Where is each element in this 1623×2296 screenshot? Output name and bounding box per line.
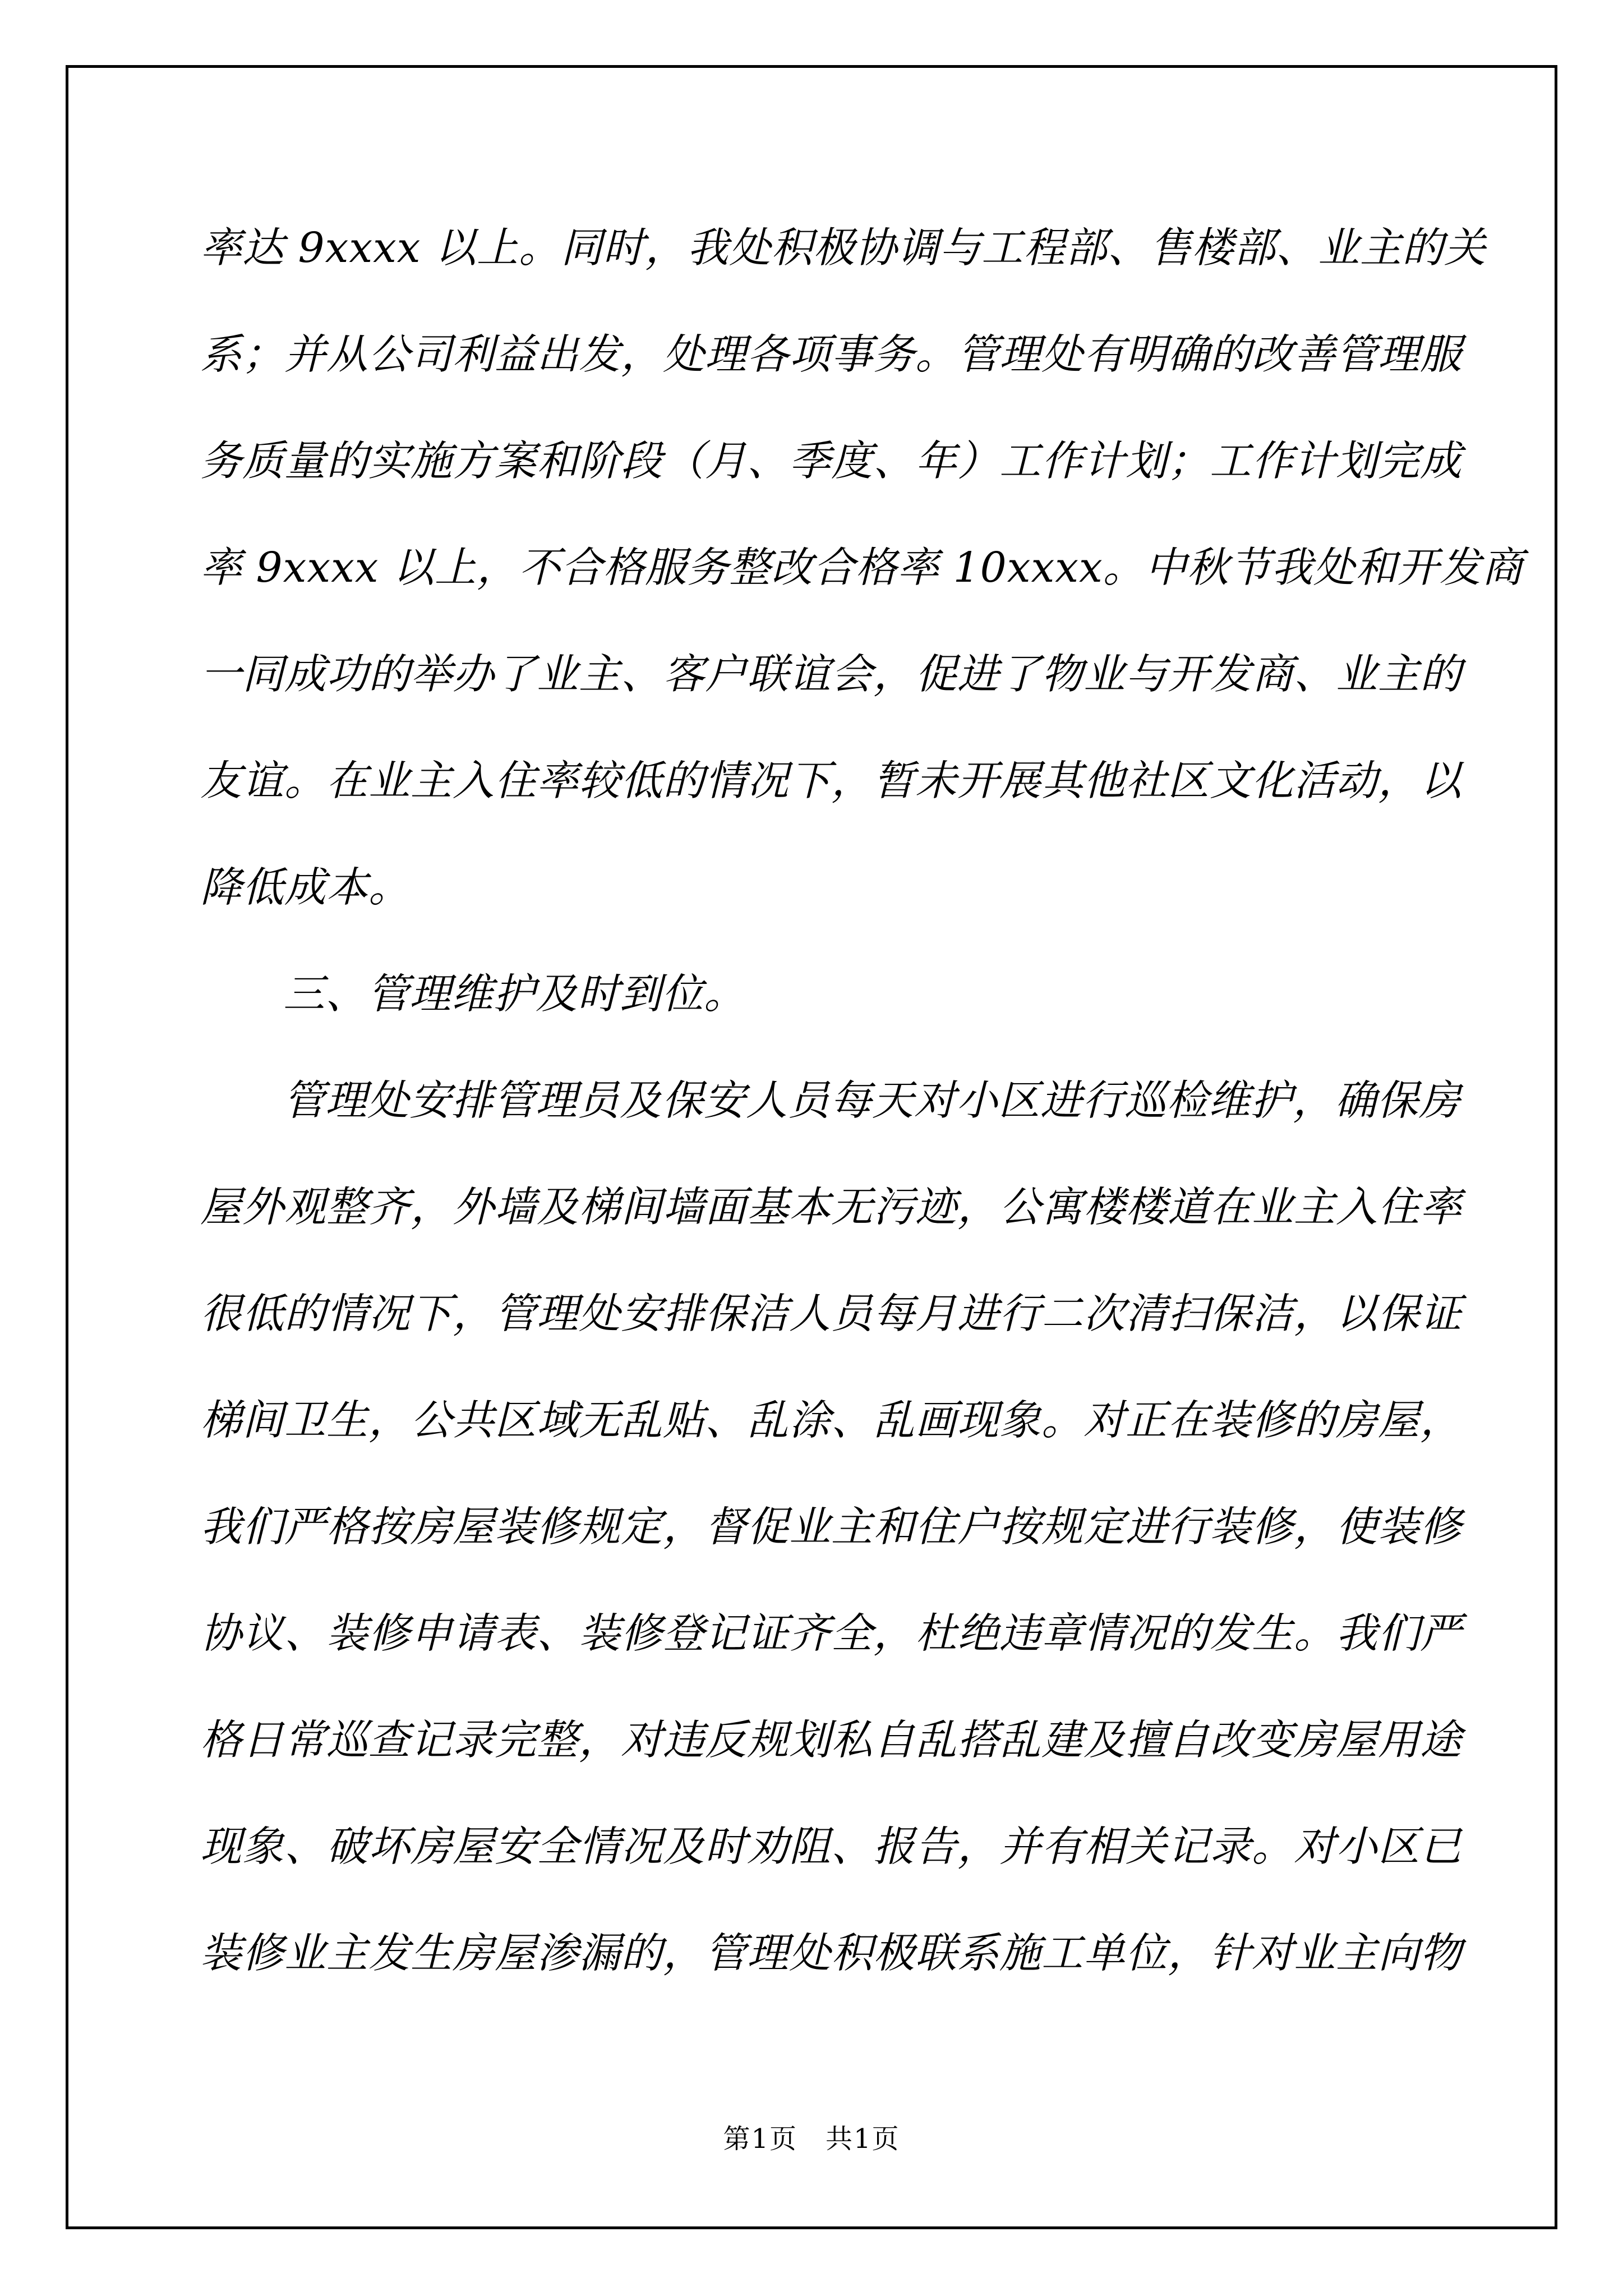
body-line: 屋外观整齐，外墙及梯间墙面基本无污迹，公寓楼楼道在业主入住率 [200,1183,1462,1231]
body-line: 系；并从公司利益出发，处理各项事务。管理处有明确的改善管理服 [200,330,1462,379]
body-line: 很低的情况下，管理处安排保洁人员每月进行二次清扫保洁，以保证 [200,1290,1462,1338]
body-line: 务质量的实施方案和阶段（月、季度、年）工作计划；工作计划完成 [200,437,1462,485]
body-line-paragraph-start: 管理处安排管理员及保安人员每天对小区进行巡检维护，确保房 [283,1076,1461,1125]
body-line: 率达 9xxxx 以上。同时，我处积极协调与工程部、售楼部、业主的关 [200,224,1487,272]
body-line-section-heading: 三、管理维护及时到位。 [283,970,746,1018]
body-line: 现象、破坏房屋安全情况及时劝阻、报告，并有相关记录。对小区已 [200,1823,1462,1871]
document-body [200,195,1524,2007]
body-line: 装修业主发生房屋渗漏的，管理处积极联系施工单位，针对业主向物 [200,1929,1462,1977]
body-line: 我们严格按房屋装修规定，督促业主和住户按规定进行装修，使装修 [200,1503,1462,1551]
body-line: 率 9xxxx 以上，不合格服务整改合格率 10xxxx。中秋节我处和开发商 [200,544,1524,592]
page-number-footer: 第1页 共1页 [723,2123,900,2155]
body-line: 一同成功的举办了业主、客户联谊会，促进了物业与开发商、业主的 [200,650,1462,698]
body-line: 格日常巡查记录完整，对违反规划私自乱搭乱建及擅自改变房屋用途 [200,1716,1462,1764]
body-line: 降低成本。 [200,863,411,912]
body-line: 友谊。在业主入住率较低的情况下，暂未开展其他社区文化活动，以 [200,757,1462,805]
body-line: 协议、装修申请表、装修登记证齐全，杜绝违章情况的发生。我们严 [200,1609,1462,1658]
body-line: 梯间卫生，公共区域无乱贴、乱涂、乱画现象。对正在装修的房屋， [200,1396,1462,1444]
